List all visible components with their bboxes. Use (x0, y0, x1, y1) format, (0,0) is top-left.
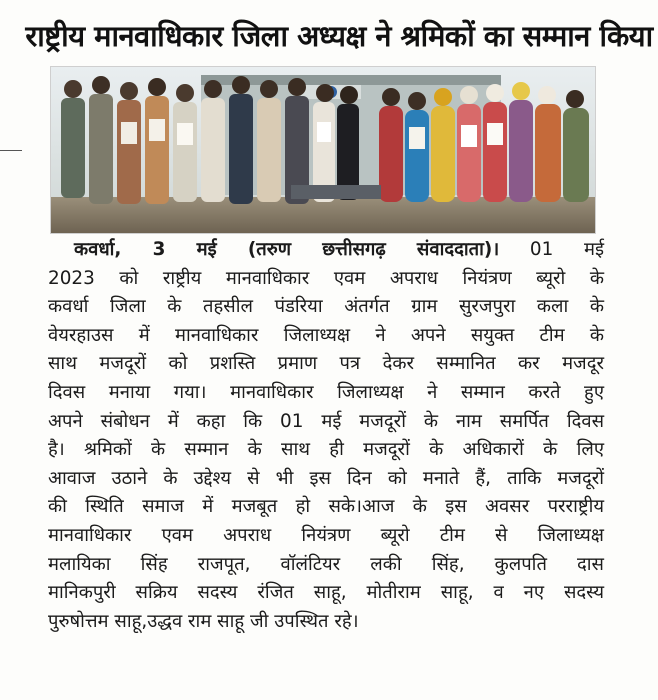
article-body (48, 236, 604, 636)
article-line: है। श्रमिकों के सम्मान के साथ ही मजदूरों के अधिकारों के लिए (48, 439, 604, 461)
article-line: मलायिका सिंह राजपूत, वॉलंटियर लकी सिंह, कुलपति दास (48, 553, 604, 575)
article-line-text: 01 मई (499, 239, 604, 260)
article-line: की स्थिति समाज में मजबूत हो सके।आज के इस अवसर परराष्ट्रीय (48, 496, 604, 518)
article-line: वेयरहाउस में मानवाधिकार जिलाध्यक्ष ने अपने सयुक्त टीम के (48, 324, 604, 346)
news-photo (50, 66, 596, 234)
article-line: पुरुषोत्तम साहू,उद्धव राम साहू जी उपस्थित रहे। (48, 610, 359, 632)
article-line: दिवस मनाया गया। मानवाधिकार जिलाध्यक्ष ने सम्मान करते हुए (48, 381, 604, 403)
article-line: साथ मजदूरों को प्रशस्ति प्रमाण पत्र देकर सम्मानित कर मजदूर (48, 353, 604, 375)
article-line: आवाज उठाने के उद्देश्य से भी इस दिन को मनाते हैं, ताकि मजदूरों (48, 467, 604, 489)
article-line (48, 236, 604, 265)
headline: राष्ट्रीय मानवाधिकार जिला अध्यक्ष ने श्रमिकों का सम्मान किया (25, 18, 653, 53)
group-photo-illustration (51, 67, 595, 233)
article-line: अपने संबोधन में कहा कि 01 मई मजदूरों के नाम समर्पित दिवस (48, 410, 604, 432)
article-line: कवर्धा जिला के तहसील पंडरिया अंतर्गत ग्राम सुरजपुरा कला के (48, 296, 604, 318)
article-line: 2023 को राष्ट्रीय मानवाधिकार एवम अपराध नियंत्रण ब्यूरो के (48, 267, 604, 289)
column-rule (0, 150, 22, 151)
article-line: मानिकपुरी सक्रिय सदस्य रंजित साहू, मोतीराम साहू, व नए सदस्य (48, 582, 604, 604)
article-line: मानवाधिकार एवम अपराध नियंत्रण ब्यूरो टीम से जिलाध्यक्ष (48, 524, 604, 546)
dateline: कवर्धा, 3 मई (तरुण छत्तीसगढ़ संवाददाता)। (74, 239, 500, 260)
